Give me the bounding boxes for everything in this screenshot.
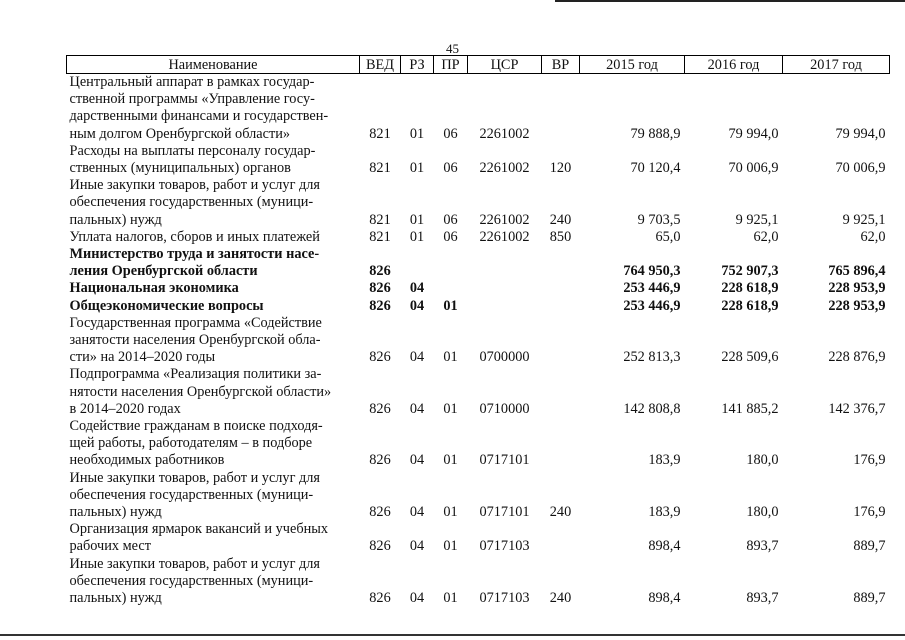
rz-cell: 04 xyxy=(409,400,425,417)
table-row xyxy=(67,143,890,177)
table-row xyxy=(67,229,890,246)
amount-2016: 752 907,3 xyxy=(721,263,779,280)
row-name-line: занятости населения Оренбургской обла- xyxy=(69,332,321,349)
amount-2016: 228 509,6 xyxy=(721,349,779,366)
row-name-line: Государственная программа «Содействие xyxy=(69,314,322,331)
ved-cell: 826 xyxy=(369,452,391,469)
amount-2015: 183,9 xyxy=(648,452,681,469)
row-name xyxy=(67,246,360,280)
row-name xyxy=(67,366,360,418)
rz-cell: 04 xyxy=(409,349,425,366)
table-row xyxy=(67,470,890,522)
row-name-line: Содействие гражданам в поиске подходя- xyxy=(69,418,323,435)
rz-cell: 04 xyxy=(409,538,425,555)
row-name-line: Организация ярмарок вакансий и учебных xyxy=(69,521,328,538)
row-name-line: ления Оренбургской области xyxy=(69,263,258,280)
table-row xyxy=(67,298,890,315)
table-row xyxy=(67,418,890,470)
ved-cell: 826 xyxy=(369,263,391,280)
header-2015: 2015 год xyxy=(580,56,685,74)
amount-2016: 9 925,1 xyxy=(735,211,779,228)
amount-2016: 180,0 xyxy=(746,452,779,469)
pr-cell: 06 xyxy=(443,125,458,142)
row-name-line: Уплата налогов, сборов и иных платежей xyxy=(69,228,320,245)
row-name xyxy=(67,521,360,555)
header-vr: ВР xyxy=(542,56,580,74)
row-name-line: Подпрограмма «Реализация политики за- xyxy=(69,366,322,383)
vr-cell xyxy=(542,315,580,367)
page-number: 45 xyxy=(446,41,459,56)
amount-2015: 764 950,3 xyxy=(623,263,681,280)
csr-cell: 0700000 xyxy=(479,349,530,366)
amount-2016: 228 618,9 xyxy=(721,297,779,314)
scan-edge-top xyxy=(555,0,905,2)
row-name-line: Иные закупки товаров, работ и услуг для xyxy=(69,177,320,194)
amount-2016: 893,7 xyxy=(746,590,779,607)
row-name-line: Расходы на выплаты персоналу государ- xyxy=(69,142,316,159)
vr-cell: 850 xyxy=(549,228,572,245)
amount-2016: 62,0 xyxy=(753,228,779,245)
amount-2016: 70 006,9 xyxy=(728,160,779,177)
ved-cell: 826 xyxy=(369,400,391,417)
header-ved: ВЕД xyxy=(360,56,401,74)
amount-2016: 79 994,0 xyxy=(728,125,779,142)
amount-2017: 62,0 xyxy=(860,228,886,245)
ved-cell: 821 xyxy=(369,211,391,228)
budget-table xyxy=(66,55,890,607)
amount-2015: 253 446,9 xyxy=(623,297,681,314)
amount-2017: 176,9 xyxy=(853,452,886,469)
pr-cell: 01 xyxy=(443,590,458,607)
pr-cell xyxy=(434,280,468,297)
pr-cell: 01 xyxy=(443,452,458,469)
ved-cell: 826 xyxy=(369,349,391,366)
amount-2015: 65,0 xyxy=(655,228,681,245)
row-name-line: пальных) нужд xyxy=(69,211,162,228)
row-name-line: Национальная экономика xyxy=(69,280,239,297)
vr-cell xyxy=(542,246,580,280)
row-name-line: Иные закупки товаров, работ и услуг для xyxy=(69,469,320,486)
vr-cell xyxy=(542,280,580,297)
table-row xyxy=(67,315,890,367)
amount-2017: 765 896,4 xyxy=(828,263,886,280)
pr-cell: 01 xyxy=(443,538,458,555)
amount-2015: 142 808,8 xyxy=(623,400,681,417)
row-name-line: обеспечения государственных (муници- xyxy=(69,194,314,211)
csr-cell: 0717101 xyxy=(479,452,530,469)
row-name-line: Общеэкономические вопросы xyxy=(69,297,264,314)
row-name-line: обеспечения государственных (муници- xyxy=(69,486,314,503)
ved-cell: 826 xyxy=(369,297,391,314)
ved-cell: 826 xyxy=(369,280,391,297)
amount-2017: 142 376,7 xyxy=(828,400,886,417)
amount-2015: 253 446,9 xyxy=(623,280,681,297)
row-name-line: Центральный аппарат в рамках государ- xyxy=(69,74,315,90)
row-name xyxy=(67,143,360,177)
vr-cell: 240 xyxy=(549,504,572,521)
table-body xyxy=(67,74,890,608)
rz-cell: 04 xyxy=(409,452,425,469)
amount-2015: 9 703,5 xyxy=(637,211,681,228)
row-name xyxy=(67,74,360,143)
csr-cell xyxy=(468,246,542,280)
vr-cell xyxy=(542,74,580,143)
rz-cell: 04 xyxy=(409,590,425,607)
amount-2015: 79 888,9 xyxy=(630,125,681,142)
amount-2017: 889,7 xyxy=(853,590,886,607)
amount-2017: 889,7 xyxy=(853,538,886,555)
row-name xyxy=(67,418,360,470)
header-name: Наименование xyxy=(67,56,360,74)
pr-cell: 01 xyxy=(443,504,458,521)
row-name-line: ственной программы «Управление госу- xyxy=(69,91,315,108)
vr-cell: 240 xyxy=(549,211,572,228)
row-name xyxy=(67,470,360,522)
scan-edge-bottom xyxy=(0,634,905,636)
row-name-line: рабочих мест xyxy=(69,538,151,555)
row-name-line: пальных) нужд xyxy=(69,504,162,521)
amount-2016: 141 885,2 xyxy=(721,400,779,417)
ved-cell: 826 xyxy=(369,538,391,555)
table-row xyxy=(67,521,890,555)
header-csr: ЦСР xyxy=(468,56,542,74)
pr-cell xyxy=(434,246,468,280)
table-row xyxy=(67,177,890,229)
row-name xyxy=(67,280,360,297)
row-name-line: обеспечения государственных (муници- xyxy=(69,572,314,589)
amount-2015: 252 813,3 xyxy=(623,349,681,366)
header-2017: 2017 год xyxy=(783,56,890,74)
csr-cell: 0717101 xyxy=(479,504,530,521)
csr-cell: 2261002 xyxy=(479,211,530,228)
pr-cell: 06 xyxy=(443,228,458,245)
rz-cell: 04 xyxy=(409,504,425,521)
csr-cell xyxy=(468,280,542,297)
vr-cell xyxy=(542,366,580,418)
row-name-line: пальных) нужд xyxy=(69,590,162,607)
amount-2017: 228 876,9 xyxy=(828,349,886,366)
vr-cell: 240 xyxy=(549,590,572,607)
csr-cell: 0710000 xyxy=(479,400,530,417)
amount-2017: 176,9 xyxy=(853,504,886,521)
pr-cell: 06 xyxy=(443,160,458,177)
ved-cell: 821 xyxy=(369,228,391,245)
row-name-line: необходимых работников xyxy=(69,452,225,469)
csr-cell: 0717103 xyxy=(479,590,530,607)
csr-cell: 2261002 xyxy=(479,125,530,142)
rz-cell: 01 xyxy=(409,211,425,228)
table-row xyxy=(67,74,890,143)
rz-cell: 04 xyxy=(409,280,425,297)
rz-cell: 01 xyxy=(409,125,425,142)
amount-2015: 183,9 xyxy=(648,504,681,521)
row-name xyxy=(67,298,360,315)
amount-2017: 228 953,9 xyxy=(828,297,886,314)
pr-cell: 01 xyxy=(443,297,458,314)
table-row xyxy=(67,246,890,280)
ved-cell: 826 xyxy=(369,504,391,521)
row-name xyxy=(67,315,360,367)
csr-cell: 2261002 xyxy=(479,228,530,245)
ved-cell: 826 xyxy=(369,590,391,607)
amount-2016: 228 618,9 xyxy=(721,280,779,297)
amount-2016: 180,0 xyxy=(746,504,779,521)
row-name xyxy=(67,177,360,229)
rz-cell: 04 xyxy=(409,297,425,314)
header-pr: ПР xyxy=(434,56,468,74)
table-row xyxy=(67,280,890,297)
rz-cell xyxy=(401,246,434,280)
ved-cell: 821 xyxy=(369,160,391,177)
vr-cell xyxy=(542,298,580,315)
amount-2017: 79 994,0 xyxy=(835,125,886,142)
vr-cell: 120 xyxy=(549,160,572,177)
rz-cell: 01 xyxy=(409,228,425,245)
table-row xyxy=(67,556,890,608)
rz-cell: 01 xyxy=(409,160,425,177)
row-name-line: ным долгом Оренбургской области» xyxy=(69,125,290,142)
row-name-line: нятости населения Оренбургской области» xyxy=(69,383,332,400)
amount-2017: 70 006,9 xyxy=(835,160,886,177)
amount-2017: 9 925,1 xyxy=(842,211,886,228)
row-name xyxy=(67,556,360,608)
ved-cell: 821 xyxy=(369,125,391,142)
pr-cell: 01 xyxy=(443,400,458,417)
amount-2015: 70 120,4 xyxy=(630,160,681,177)
csr-cell: 2261002 xyxy=(479,160,530,177)
row-name-line: дарственными финансами и государствен- xyxy=(69,108,329,125)
row-name-line: ственных (муниципальных) органов xyxy=(69,160,291,177)
row-name-line: Иные закупки товаров, работ и услуг для xyxy=(69,555,320,572)
pr-cell: 06 xyxy=(443,211,458,228)
pr-cell: 01 xyxy=(443,349,458,366)
header-2016: 2016 год xyxy=(685,56,783,74)
row-name-line: Министерство труда и занятости насе- xyxy=(69,246,320,263)
csr-cell xyxy=(468,298,542,315)
amount-2016: 893,7 xyxy=(746,538,779,555)
amount-2017: 228 953,9 xyxy=(828,280,886,297)
header-rz: РЗ xyxy=(401,56,434,74)
vr-cell xyxy=(542,418,580,470)
table-row xyxy=(67,366,890,418)
row-name-line: щей работы, работодателям – в подборе xyxy=(69,435,313,452)
row-name-line: в 2014–2020 годах xyxy=(69,400,181,417)
row-name xyxy=(67,229,360,246)
vr-cell xyxy=(542,521,580,555)
row-name-line: сти» на 2014–2020 годы xyxy=(69,349,216,366)
amount-2015: 898,4 xyxy=(648,538,681,555)
csr-cell: 0717103 xyxy=(479,538,530,555)
amount-2015: 898,4 xyxy=(648,590,681,607)
table-header-row xyxy=(67,56,890,74)
